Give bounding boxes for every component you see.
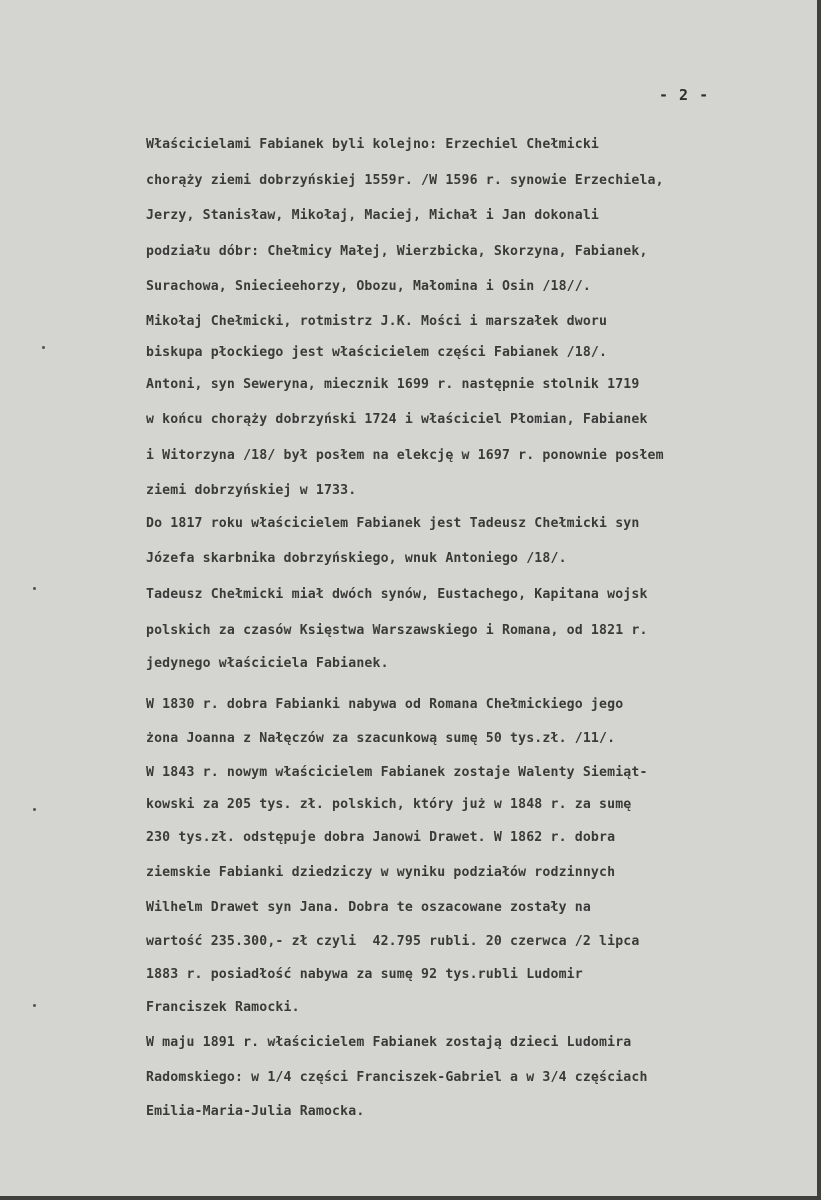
text-line: polskich za czasów Księstwa Warszawskiego i Romana, od 1821 r. xyxy=(146,623,648,638)
text-line: ziemi dobrzyńskiej w 1733. xyxy=(146,483,357,498)
text-line: biskupa płockiego jest właścicielem części Fabianek /18/. xyxy=(146,345,608,360)
text-line: podziału dóbr: Chełmicy Małej, Wierzbicka, Skorzyna, Fabianek, xyxy=(146,244,648,259)
text-line: wartość 235.300,- zł czyli 42.795 rubli. 20 czerwca /2 lipca xyxy=(146,934,640,949)
text-line: W 1830 r. dobra Fabianki nabywa od Romana Chełmickiego jego xyxy=(146,697,624,712)
text-line: Wilhelm Drawet syn Jana. Dobra te oszacowane zostały na xyxy=(146,900,591,915)
text-line: 1883 r. posiadłość nabywa za sumę 92 tys.rubli Ludomir xyxy=(146,967,583,982)
margin-dot xyxy=(42,346,45,349)
text-line: W maju 1891 r. właścicielem Fabianek zostają dzieci Ludomira xyxy=(146,1035,632,1050)
page-number: - 2 - xyxy=(659,86,710,104)
text-line: w końcu chorąży dobrzyński 1724 i właściciel Płomian, Fabianek xyxy=(146,412,648,427)
text-line: i Witorzyna /18/ był posłem na elekcję w 1697 r. ponownie posłem xyxy=(146,448,664,463)
text-line: Mikołaj Chełmicki, rotmistrz J.K. Mości i marszałek dworu xyxy=(146,314,608,329)
text-line: Emilia-Maria-Julia Ramocka. xyxy=(146,1104,365,1119)
text-line: żona Joanna z Nałęczów za szacunkową sumę 50 tys.zł. /11/. xyxy=(146,731,616,746)
margin-dot xyxy=(33,808,36,811)
text-line: Antoni, syn Seweryna, miecznik 1699 r. następnie stolnik 1719 xyxy=(146,377,640,392)
text-line: ziemskie Fabianki dziedziczy w wyniku podziałów rodzinnych xyxy=(146,865,616,880)
text-line: Jerzy, Stanisław, Mikołaj, Maciej, Michał i Jan dokonali xyxy=(146,208,600,223)
text-line: Franciszek Ramocki. xyxy=(146,1000,300,1015)
text-line: jedynego właściciela Fabianek. xyxy=(146,656,389,671)
text-line: 230 tys.zł. odstępuje dobra Janowi Drawet. W 1862 r. dobra xyxy=(146,830,616,845)
text-line: Józefa skarbnika dobrzyńskiego, wnuk Antoniego /18/. xyxy=(146,551,567,566)
text-line: kowski za 205 tys. zł. polskich, który już w 1848 r. za sumę xyxy=(146,797,632,812)
margin-dot xyxy=(33,1004,36,1007)
text-line: Do 1817 roku właścicielem Fabianek jest Tadeusz Chełmicki syn xyxy=(146,516,640,531)
text-line: chorąży ziemi dobrzyńskiej 1559r. /W 1596 r. synowie Erzechiela, xyxy=(146,173,664,188)
text-line: W 1843 r. nowym właścicielem Fabianek zostaje Walenty Siemiąt- xyxy=(146,765,648,780)
text-line: Właścicielami Fabianek byli kolejno: Erzechiel Chełmicki xyxy=(146,137,600,152)
text-line: Tadeusz Chełmicki miał dwóch synów, Eustachego, Kapitana wojsk xyxy=(146,587,648,602)
text-line: Surachowa, Sniecieehorzy, Obozu, Małomina i Osin /18//. xyxy=(146,279,591,294)
text-line: Radomskiego: w 1/4 części Franciszek-Gabriel a w 3/4 częściach xyxy=(146,1070,648,1085)
margin-dot xyxy=(33,587,36,590)
